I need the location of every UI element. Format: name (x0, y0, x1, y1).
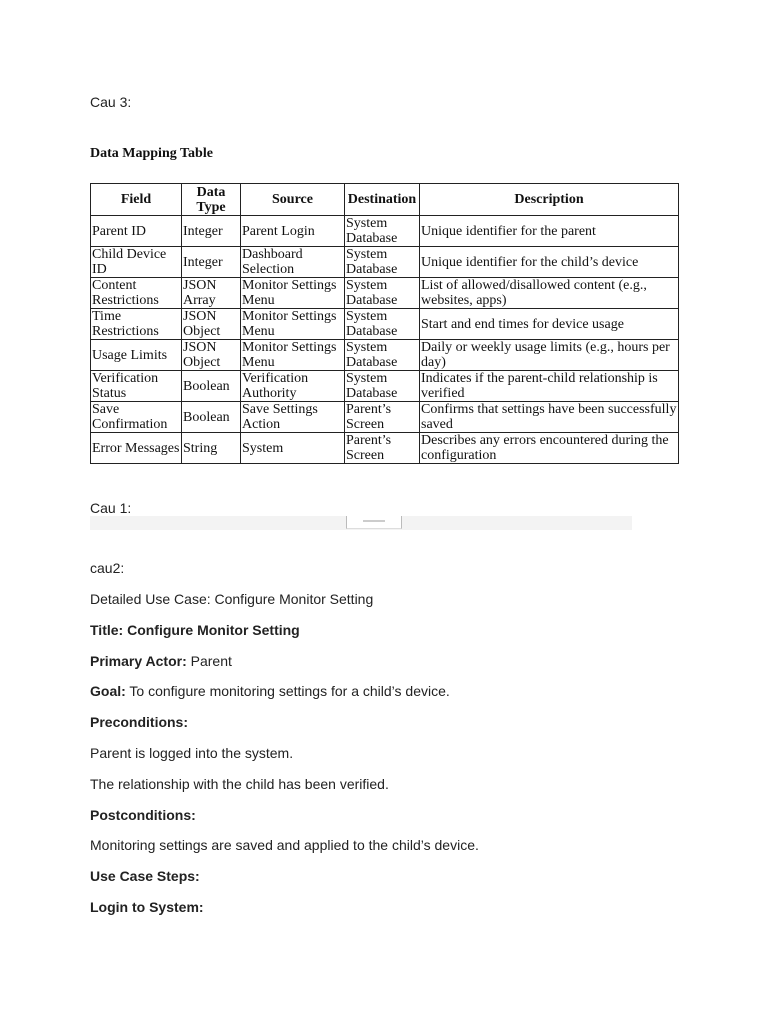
cell-data-type: JSON Array (182, 278, 241, 309)
preconditions-label: Preconditions: (90, 714, 189, 730)
primary-actor-label: Primary Actor: (90, 653, 187, 669)
cell-description: Unique identifier for the child’s device (420, 247, 679, 278)
table-row (91, 278, 679, 309)
table-header-row (91, 184, 679, 216)
table-row (91, 216, 679, 247)
header-description: Description (420, 184, 679, 216)
cell-description: Daily or weekly usage limits (e.g., hours per day) (420, 340, 679, 371)
cell-data-type: String (182, 433, 241, 464)
header-data-type: Data Type (182, 184, 241, 216)
table-row (91, 371, 679, 402)
cell-source: Monitor Settings Menu (241, 309, 345, 340)
cell-description: Start and end times for device usage (420, 309, 679, 340)
cell-source: Dashboard Selection (241, 247, 345, 278)
goal-label: Goal: (90, 683, 126, 699)
cell-source: Verification Authority (241, 371, 345, 402)
cell-data-type: Integer (182, 216, 241, 247)
cell-field: Time Restrictions (91, 309, 182, 340)
cell-source: Monitor Settings Menu (241, 340, 345, 371)
cell-destination: Parent’s Screen (345, 402, 420, 433)
table-row (91, 309, 679, 340)
cell-description: Confirms that settings have been successfully saved (420, 402, 679, 433)
cell-data-type: Integer (182, 247, 241, 278)
image-caption-line (363, 520, 385, 522)
cell-field: Verification Status (91, 371, 182, 402)
table-row (91, 247, 679, 278)
section-heading-cau2: cau2: (90, 560, 125, 576)
cell-source: Parent Login (241, 216, 345, 247)
section-heading-cau3: Cau 3: (90, 94, 132, 110)
table-row (91, 402, 679, 433)
step-heading: Login to System: (90, 899, 204, 915)
cell-description: List of allowed/disallowed content (e.g., websites, apps) (420, 278, 679, 309)
cell-field: Error Messages (91, 433, 182, 464)
use-case-steps-label: Use Case Steps: (90, 868, 200, 884)
postconditions-label: Postconditions: (90, 807, 196, 823)
cell-destination: Parent’s Screen (345, 433, 420, 464)
header-field: Field (91, 184, 182, 216)
precondition-item: Parent is logged into the system. (90, 745, 294, 761)
image-thumbnail-frame (346, 516, 402, 529)
embedded-image-placeholder (90, 516, 632, 530)
precondition-item: The relationship with the child has been verified. (90, 776, 389, 792)
cell-destination: System Database (345, 371, 420, 402)
cell-source: System (241, 433, 345, 464)
cell-field: Parent ID (91, 216, 182, 247)
cell-field: Usage Limits (91, 340, 182, 371)
use-case-title: Title: Configure Monitor Setting (90, 622, 300, 638)
cell-field: Save Confirmation (91, 402, 182, 433)
table-row (91, 433, 679, 464)
postcondition-item: Monitoring settings are saved and applied to the child’s device. (90, 837, 479, 853)
primary-actor-value: Parent (186, 653, 232, 669)
cell-description: Indicates if the parent-child relationship is verified (420, 371, 679, 402)
cell-data-type: JSON Object (182, 340, 241, 371)
header-source: Source (241, 184, 345, 216)
cell-source: Monitor Settings Menu (241, 278, 345, 309)
cell-description: Unique identifier for the parent (420, 216, 679, 247)
cell-source: Save Settings Action (241, 402, 345, 433)
data-mapping-table (90, 183, 679, 464)
cell-field: Content Restrictions (91, 278, 182, 309)
cell-data-type: Boolean (182, 371, 241, 402)
table-row (91, 340, 679, 371)
table-title: Data Mapping Table (90, 146, 213, 161)
cell-field: Child Device ID (91, 247, 182, 278)
section-heading-cau1: Cau 1: (90, 500, 132, 516)
cell-data-type: JSON Object (182, 309, 241, 340)
cell-destination: System Database (345, 278, 420, 309)
cell-destination: System Database (345, 216, 420, 247)
header-destination: Destination (345, 184, 420, 216)
primary-actor-line (90, 653, 232, 669)
goal-line (90, 683, 450, 699)
cell-destination: System Database (345, 309, 420, 340)
cell-description: Describes any errors encountered during the configuration (420, 433, 679, 464)
goal-value: To configure monitoring settings for a child’s device. (125, 683, 450, 699)
use-case-intro: Detailed Use Case: Configure Monitor Setting (90, 591, 374, 607)
cell-data-type: Boolean (182, 402, 241, 433)
cell-destination: System Database (345, 247, 420, 278)
cell-destination: System Database (345, 340, 420, 371)
